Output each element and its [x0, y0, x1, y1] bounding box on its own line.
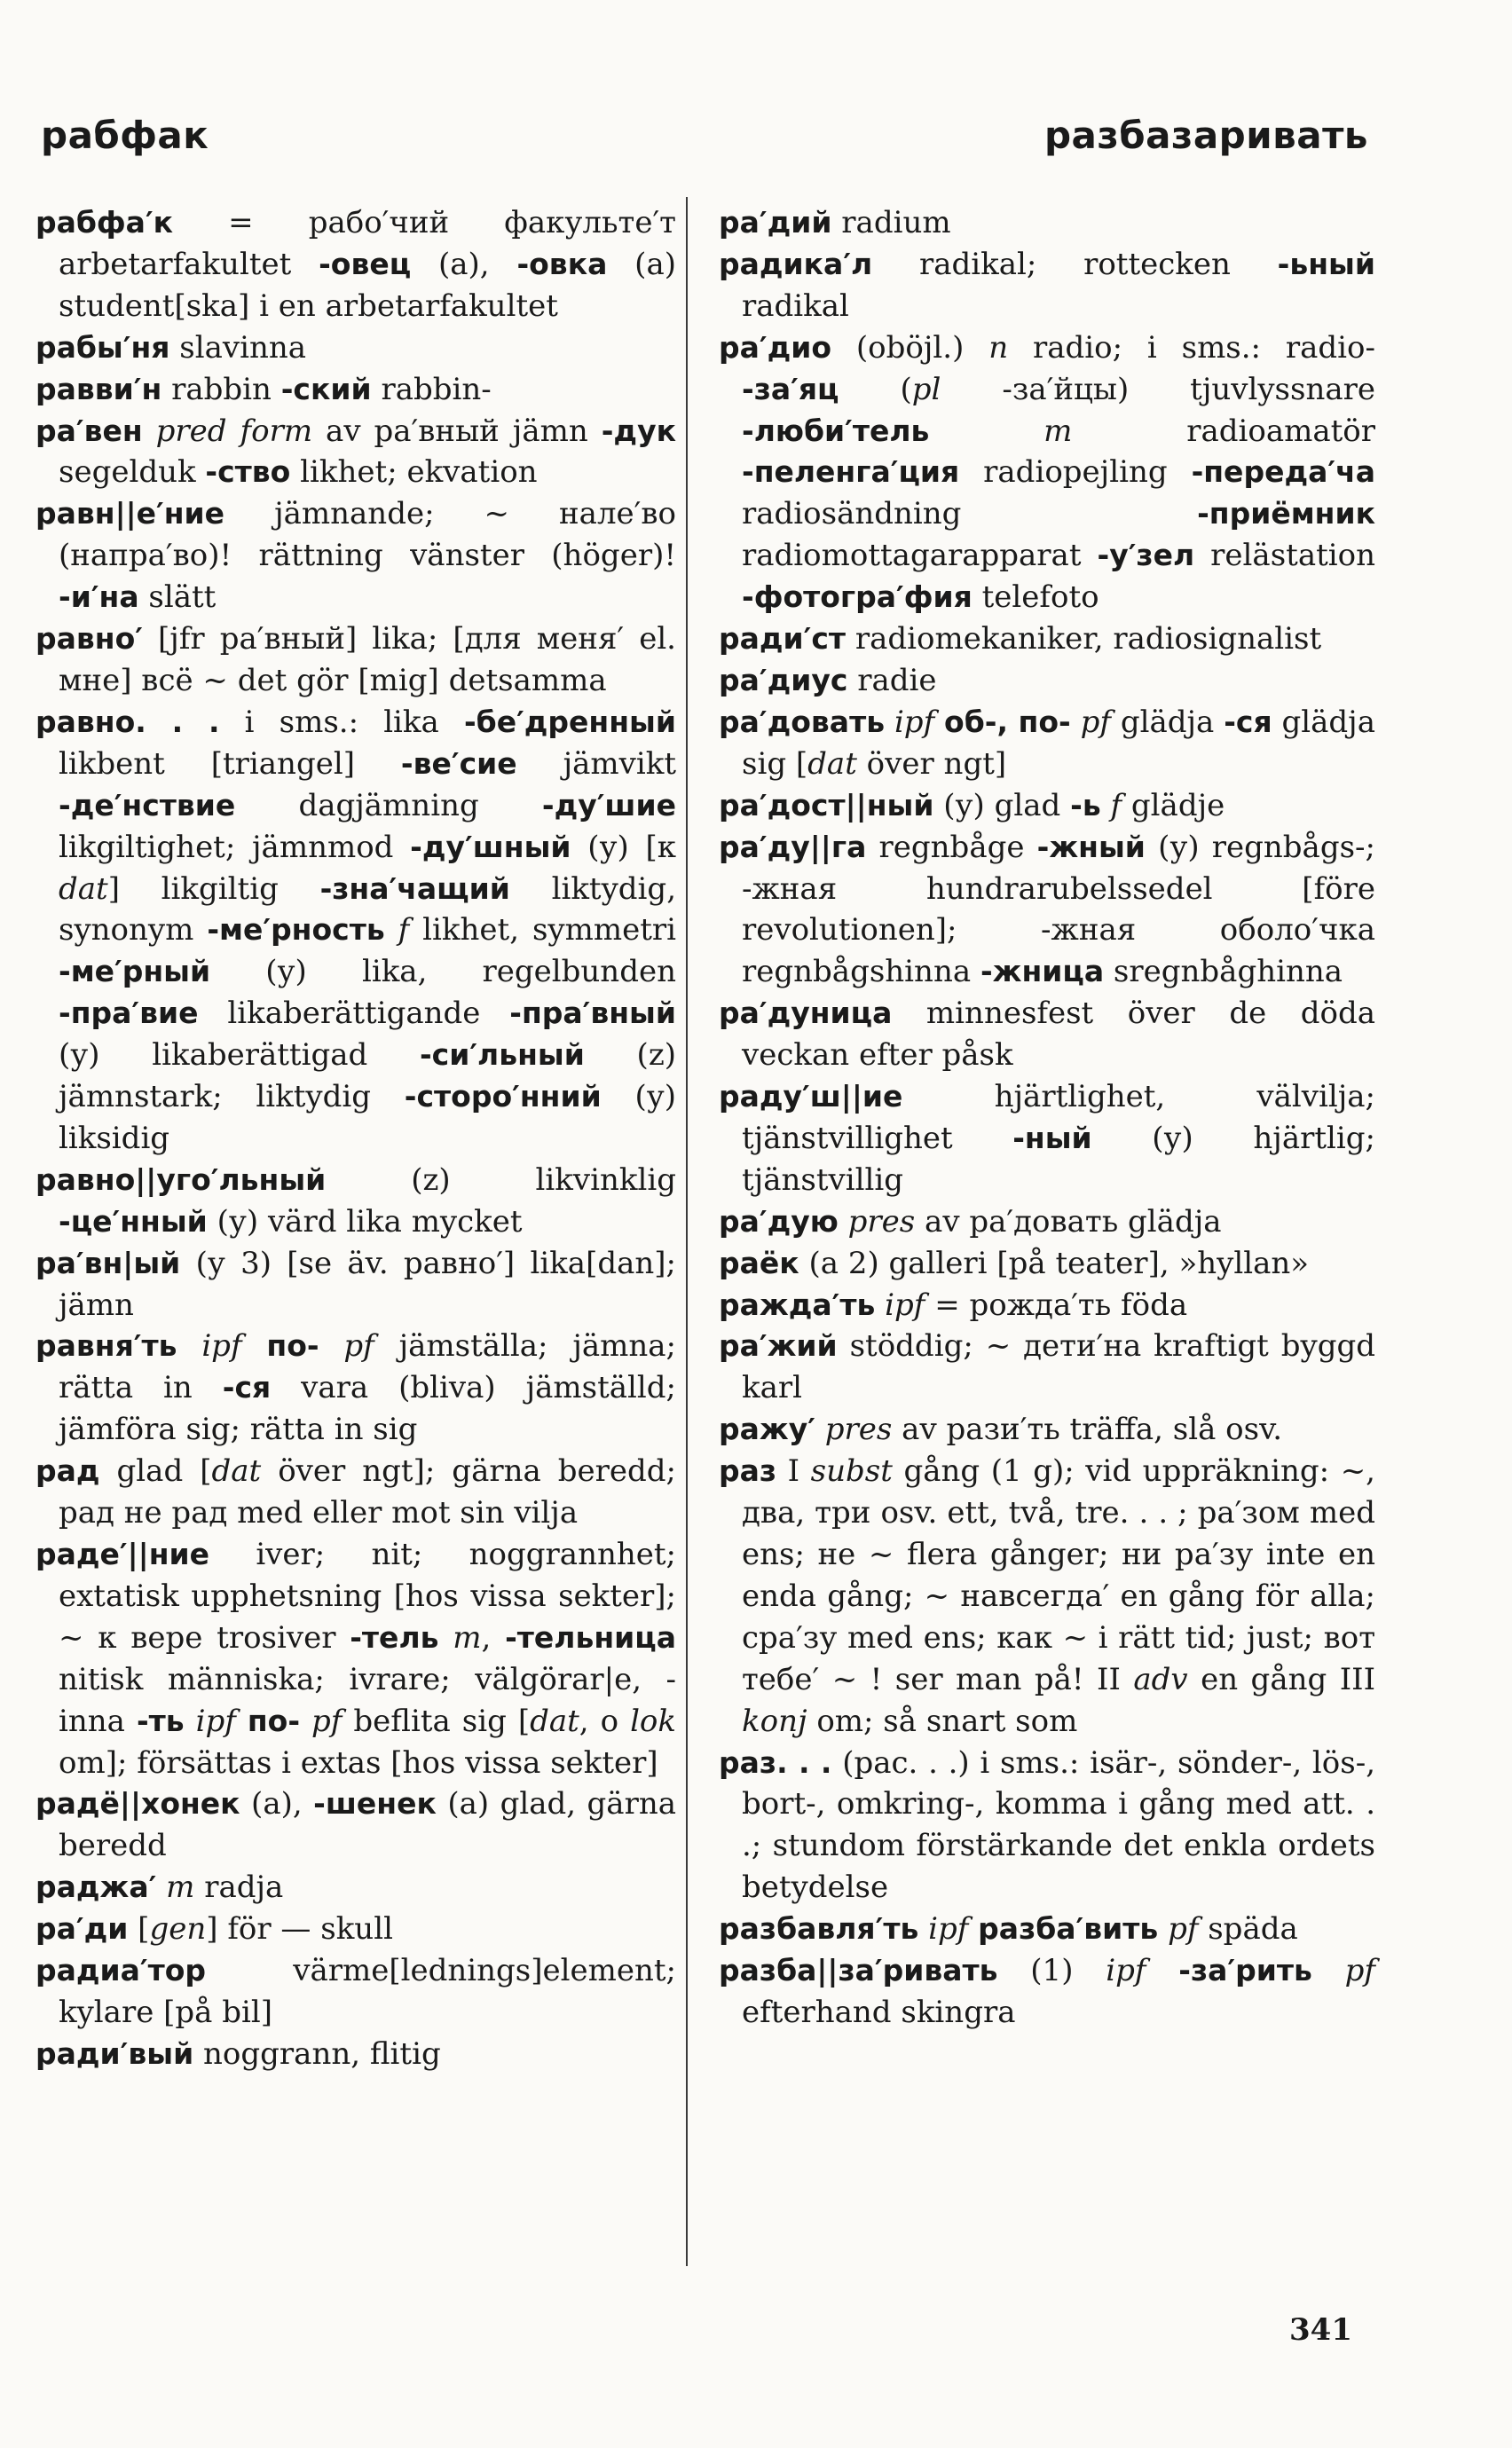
- entry-text: om; så snart som: [807, 1703, 1078, 1739]
- entry-text: [1101, 788, 1111, 823]
- entry-text: [934, 704, 944, 740]
- entry-headword: рабфа′к: [35, 205, 174, 240]
- entry-text: radja: [194, 1869, 284, 1906]
- dictionary-entry: [35, 202, 676, 327]
- entry-text: glädje: [1122, 787, 1225, 823]
- entry-grammar-label: dat: [211, 1453, 262, 1490]
- entry-grammar-label: ipf: [195, 1703, 236, 1739]
- entry-headword: ра′дий: [719, 205, 832, 240]
- entry-text: [885, 704, 894, 740]
- entry-grammar-label: pf: [343, 1328, 374, 1365]
- dictionary-entry: [35, 1867, 676, 1909]
- entry-text: radikal: [742, 287, 849, 324]
- entry-text: = рабо′чий факульте′т arbetarfakultet: [59, 205, 676, 282]
- entry-grammar-label: adv: [1133, 1661, 1188, 1697]
- entry-subword: -бе′дренный: [463, 704, 676, 739]
- dictionary-entry: [719, 702, 1375, 785]
- entry-text: (: [839, 371, 912, 407]
- entry-headword: ра′жий: [719, 1328, 838, 1364]
- dictionary-entry: [35, 1451, 676, 1534]
- entry-text: av рази′ть träffa, slå osv.: [892, 1412, 1283, 1448]
- entry-text: (z) jämnstark; liktydig: [59, 1037, 676, 1115]
- dictionary-entry: [719, 785, 1375, 827]
- entry-text: radio; i sms.: radio-: [1008, 329, 1375, 366]
- entry-grammar-label: pred form: [155, 413, 313, 449]
- entry-text: , о: [579, 1703, 631, 1739]
- dictionary-entry: [719, 1451, 1375, 1742]
- entry-text: (1): [997, 1953, 1106, 1989]
- entry-subword: -зна′чащий: [319, 870, 510, 906]
- entry-headword: равня′ть: [35, 1328, 177, 1364]
- entry-text: (рас. . .) i sms.: isär-, sönder-, lös-, bort-, omkring-, komma i gång med att. . .; stundom förstärkande det enkla ordets betydelse: [742, 1744, 1376, 1906]
- entry-text: [236, 1704, 248, 1739]
- entry-text: stöddig; ~ дети′на kraftigt byggd karl: [742, 1328, 1375, 1406]
- entry-headword: равн||е′ние: [35, 496, 225, 531]
- entry-text: en gång III: [1187, 1661, 1375, 1697]
- entry-grammar-label: ipf: [201, 1328, 242, 1365]
- entry-grammar-label: subst: [810, 1453, 893, 1490]
- entry-headword: разбавля′ть: [719, 1911, 919, 1947]
- dictionary-entry: [719, 993, 1375, 1076]
- entry-subword: -фотогра′фия: [742, 579, 973, 615]
- entry-text: (а),: [240, 1786, 314, 1822]
- entry-subword: -ство: [205, 454, 291, 490]
- entry-grammar-label: dat: [807, 745, 857, 782]
- entry-grammar-label: pf: [1080, 704, 1111, 740]
- dictionary-entry: [719, 1909, 1375, 1950]
- entry-headword: ра′дуница: [719, 996, 893, 1031]
- entry-text: rabbin: [161, 371, 281, 407]
- entry-text: ] för — skull: [206, 1911, 393, 1948]
- entry-headword: равно′: [35, 621, 143, 657]
- entry-text: radioamatör: [1072, 413, 1375, 449]
- entry-subword: -пра′вный: [509, 996, 676, 1031]
- entry-subword: -овец: [319, 246, 412, 281]
- entry-grammar-label: m: [1043, 413, 1073, 449]
- entry-subword: -у′зел: [1097, 538, 1195, 573]
- entry-text: över ngt]; gärna beredd; рад не рад med eller mot sin vilja: [59, 1453, 677, 1531]
- dictionary-entry: [719, 327, 1375, 618]
- entry-text: (у) glad: [933, 787, 1071, 823]
- entry-subword: -де′нствие: [59, 787, 236, 823]
- entry-grammar-label: ipf: [928, 1911, 969, 1948]
- entry-text: [242, 1328, 267, 1364]
- dictionary-entry: [719, 1326, 1375, 1409]
- entry-subword: -переда′ча: [1191, 454, 1375, 490]
- dictionary-entry: [35, 1783, 676, 1867]
- entry-text: gång (1 g); vid uppräkning: ~, два, три osv. ett, två, tre. . . ; ра′зом med ens; не ~ flera gånger; ни ра′зу inte en enda gång; ~ навсегда′ en gång för alla; сра′зу med ens; как ~ i rätt tid; just; вот тебе′ ~ ! ser man på! II: [742, 1453, 1375, 1697]
- dictionary-entry: [719, 244, 1375, 327]
- entry-subword: -ся: [1224, 704, 1272, 739]
- entry-grammar-label: pf: [1168, 1911, 1199, 1948]
- entry-grammar-label: m: [166, 1869, 195, 1906]
- dictionary-entry: [35, 327, 676, 369]
- dictionary-entry: [719, 202, 1375, 244]
- entry-text: jämställa; jämna; rätta in: [59, 1328, 677, 1406]
- entry-grammar-label: ipf: [894, 704, 935, 740]
- entry-headword: ра′ду||га: [719, 829, 867, 864]
- entry-text: glädja sig [: [742, 704, 1375, 782]
- entry-headword: радика′л: [719, 246, 873, 281]
- entry-subword: по-: [266, 1328, 319, 1364]
- entry-subword: -си′льный: [419, 1037, 585, 1073]
- entry-text: [918, 1911, 928, 1947]
- entry-headword: равно. . .: [35, 704, 220, 739]
- entry-grammar-label: dat: [530, 1703, 579, 1739]
- entry-text: noggrann, flitig: [193, 2035, 441, 2072]
- entry-text: radiomottagarapparat: [742, 538, 1098, 574]
- dictionary-entry: [719, 618, 1375, 660]
- entry-text: slätt: [138, 579, 217, 616]
- dictionary-entry: [35, 1243, 676, 1326]
- entry-text: [815, 1412, 825, 1447]
- dictionary-entry: [35, 2034, 676, 2075]
- page-number: 341: [1289, 2312, 1352, 2348]
- entry-text: (у) liksidig: [59, 1079, 676, 1156]
- entry-text: beflita sig [: [342, 1703, 531, 1739]
- entry-grammar-label: pres: [824, 1412, 893, 1448]
- entry-text: (а) student[ska] i en arbetarfakultet: [59, 246, 676, 324]
- entry-subword: -и′на: [59, 579, 139, 615]
- entry-text: [300, 1704, 311, 1739]
- dictionary-entry: [719, 1076, 1375, 1201]
- entry-headword: ра′довать: [719, 704, 886, 739]
- entry-subword: -ме′рность: [207, 912, 385, 948]
- entry-grammar-label: pres: [847, 1203, 916, 1240]
- dictionary-entry: [35, 702, 676, 1160]
- entry-subword: по-: [247, 1703, 301, 1738]
- entry-subword: -приёмник: [1197, 496, 1375, 531]
- entry-text: [156, 1869, 166, 1905]
- entry-subword: -ный: [1012, 1120, 1092, 1155]
- entry-headword: радиа′тор: [35, 1953, 207, 1988]
- entry-text: glädja: [1110, 704, 1225, 740]
- entry-headword: ра′дио: [719, 329, 832, 365]
- dictionary-entry: [719, 1409, 1375, 1451]
- entry-headword: равви′н: [35, 371, 162, 406]
- entry-subword: -дук: [601, 413, 676, 448]
- dictionary-entry: [719, 1950, 1375, 2034]
- entry-subword: -пеленга′ция: [742, 454, 960, 490]
- entry-headword: раде′||ние: [35, 1537, 210, 1571]
- entry-headword: ра′дост||ный: [719, 787, 934, 823]
- entry-text: [1146, 1953, 1178, 1988]
- entry-grammar-label: konj: [742, 1703, 807, 1739]
- entry-headword: ра′ди: [35, 1911, 129, 1947]
- left-column: [35, 202, 676, 2075]
- entry-subword: об-, по-: [944, 704, 1071, 739]
- entry-subword: -ду′шный: [410, 829, 571, 864]
- entry-text: radiopejling: [959, 454, 1192, 491]
- entry-headword: ра′дую: [719, 1203, 839, 1239]
- dictionary-entry: [719, 827, 1375, 994]
- entry-text: likgiltighet; jämnmod: [59, 829, 411, 865]
- entry-text: radiomekaniker, radiosignalist: [846, 621, 1322, 657]
- entry-text: iver; nit; noggrannhet; extatisk upphetsning [hos vissa sekter]; ~ к вере trosiver: [59, 1537, 676, 1656]
- entry-subword: -жница: [980, 954, 1105, 989]
- entry-subword: -ь: [1070, 787, 1101, 823]
- right-column: [719, 202, 1375, 2034]
- entry-text: liktydig, synonym: [59, 870, 677, 949]
- entry-text: av ра′довать glädja: [915, 1203, 1222, 1240]
- entry-headword: рабы′ня: [35, 329, 170, 365]
- entry-text: radiosändning: [742, 496, 1198, 532]
- entry-subword: -тель: [350, 1619, 439, 1655]
- entry-text: [929, 413, 1043, 449]
- entry-headword: ра′вн|ый: [35, 1245, 181, 1280]
- dictionary-entry: [35, 1950, 676, 2034]
- entry-headword: разба||за′ривать: [719, 1953, 998, 1988]
- entry-grammar-label: gen: [149, 1911, 207, 1948]
- entry-text: segelduk: [59, 454, 206, 491]
- entry-text: rabbin-: [371, 371, 492, 407]
- dictionary-entry: [719, 1243, 1375, 1285]
- dictionary-entry: [35, 493, 676, 618]
- entry-grammar-label: n: [988, 329, 1009, 366]
- dictionary-entry: [719, 1285, 1375, 1326]
- entry-text: jämnande; ~ нале′во (напра′во)! rättning vänster (höger)!: [59, 496, 676, 574]
- dictionary-entry: [35, 1160, 676, 1243]
- entry-text: [1158, 1911, 1168, 1947]
- entry-text: slavinna: [169, 329, 307, 366]
- entry-text: (у) likaberättigad: [59, 1037, 420, 1074]
- entry-headword: ради′вый: [35, 2035, 194, 2071]
- entry-subword: -ду′шие: [541, 787, 676, 823]
- entry-text: dagjämning: [235, 787, 542, 823]
- entry-text: relästation: [1194, 538, 1375, 574]
- dictionary-entry: [35, 618, 676, 702]
- entry-text: [968, 1911, 978, 1947]
- dictionary-entry: [35, 1909, 676, 1950]
- entry-headword: равно||уго′льный: [35, 1161, 327, 1197]
- entry-text: glad [: [99, 1453, 212, 1490]
- right-running-headword: разбазаривать: [1043, 114, 1368, 157]
- entry-text: [385, 912, 398, 948]
- entry-text: [839, 1204, 848, 1240]
- entry-grammar-label: ipf: [1106, 1953, 1146, 1989]
- entry-grammar-label: pl: [911, 371, 941, 407]
- entry-headword: ражда′ть: [719, 1287, 876, 1322]
- entry-text: (z) likvinklig: [326, 1161, 676, 1198]
- entry-text: [: [128, 1911, 150, 1948]
- entry-headword: рад: [35, 1453, 100, 1489]
- entry-text: [1312, 1953, 1345, 1988]
- entry-text: (у) [к: [571, 829, 676, 865]
- entry-subword: -ть: [136, 1703, 185, 1738]
- entry-text: (у) regnbågs-; -жная hundrarubelssedel [före revolutionen]; -жная оболо′чка regnbågshinna: [742, 829, 1375, 990]
- entry-text: radium: [831, 205, 951, 240]
- entry-text: ] likgiltig: [107, 870, 320, 907]
- entry-headword: ради′ст: [719, 621, 847, 657]
- entry-text: av ра′вный jämn: [312, 413, 602, 449]
- entry-text: telefoto: [972, 579, 1099, 616]
- entry-text: (а) glad, gärna beredd: [59, 1786, 676, 1864]
- column-divider: [686, 197, 688, 2266]
- entry-text: [185, 1704, 196, 1739]
- entry-text: [1071, 704, 1081, 740]
- entry-subword: -пра′вие: [59, 996, 199, 1031]
- entry-text: vara (bliva) jämställd; jämföra sig; rätta in sig: [59, 1370, 676, 1448]
- entry-subword: -жный: [1036, 829, 1146, 864]
- entry-grammar-label: pf: [1344, 1953, 1375, 1989]
- entry-subword: -шенек: [313, 1786, 437, 1822]
- entry-text: (у) hjärtlig; tjänstvillig: [742, 1120, 1375, 1198]
- entry-grammar-label: f: [1110, 787, 1122, 823]
- entry-subword: -ьный: [1277, 246, 1375, 281]
- entry-text: ,: [481, 1619, 506, 1656]
- entry-headword: ражу′: [719, 1412, 815, 1447]
- entry-subword: -овка: [516, 246, 608, 281]
- entry-text: efterhand skingra: [742, 1994, 1016, 2030]
- entry-headword: раду′ш||ие: [719, 1079, 903, 1114]
- entry-grammar-label: ipf: [885, 1287, 925, 1323]
- entry-text: i sms.: lika: [219, 704, 464, 740]
- entry-text: (а),: [411, 246, 517, 282]
- entry-text: över ngt]: [856, 745, 1007, 782]
- entry-text: = рожда′ть föda: [925, 1287, 1188, 1323]
- entry-headword: ра′вен: [35, 413, 143, 448]
- entry-subword: -ся: [222, 1370, 272, 1405]
- entry-subword: -сторо′нний: [404, 1079, 602, 1114]
- entry-subword: -за′рить: [1178, 1953, 1312, 1988]
- entry-subword: -за′яц: [742, 371, 839, 406]
- entry-text: sregnbåghinna: [1104, 954, 1343, 990]
- entry-text: likhet; ekvation: [290, 454, 538, 491]
- entry-text: värme[lednings]element; kylare [på bil]: [59, 1953, 676, 2030]
- entry-text: -за′йцы) tjuvlyssnare: [941, 371, 1375, 407]
- entry-text: (oböjl.): [831, 329, 989, 366]
- entry-headword: ра′диус: [719, 662, 848, 697]
- entry-subword: -це′нный: [59, 1203, 208, 1239]
- entry-headword: радё||хонек: [35, 1786, 240, 1822]
- entry-text: jämvikt: [516, 745, 676, 782]
- entry-headword: раз. . .: [719, 1744, 832, 1780]
- entry-subword: -тельница: [505, 1619, 676, 1655]
- entry-text: om]; försättas i extas [hos vissa sekter]: [59, 1744, 658, 1781]
- dictionary-entry: [719, 1201, 1375, 1243]
- entry-text: nitisk människa; ivrare; välgörar|e, -inna: [59, 1661, 676, 1739]
- entry-subword: -люби′тель: [742, 413, 930, 448]
- entry-headword: раёк: [719, 1245, 799, 1280]
- entry-grammar-label: pf: [311, 1703, 343, 1739]
- dictionary-entry: [35, 1534, 676, 1783]
- entry-text: [143, 413, 156, 449]
- entry-grammar-label: f: [398, 912, 410, 949]
- entry-text: radie: [847, 662, 937, 698]
- entry-text: hjärtlighet, välvilja; tjänstvillighet: [742, 1079, 1375, 1156]
- entry-text: likhet, symmetri: [409, 912, 676, 949]
- entry-text: I: [776, 1453, 811, 1490]
- entry-text: [jfr ра′вный] lika; [для меня′ el. мне] всё ~ det gör [mig] detsamma: [59, 621, 676, 698]
- dictionary-entry: [719, 660, 1375, 702]
- entry-text: (у) värd lika mycket: [207, 1203, 523, 1240]
- entry-subword: разба′вить: [978, 1911, 1159, 1947]
- entry-text: [319, 1328, 344, 1364]
- entry-grammar-label: dat: [59, 870, 108, 907]
- entry-text: likbent [triangel]: [59, 745, 401, 782]
- entry-text: (а 2) galleri [på teater], »hyllan»: [799, 1245, 1310, 1281]
- dictionary-entry: [719, 1743, 1375, 1909]
- entry-text: [875, 1287, 885, 1323]
- left-running-headword: рабфак: [41, 114, 209, 157]
- entry-subword: -ве′сие: [400, 745, 517, 781]
- entry-text: [438, 1620, 453, 1656]
- entry-headword: раджа′: [35, 1869, 157, 1905]
- dictionary-entry: [35, 1326, 676, 1451]
- dictionary-entry: [35, 369, 676, 411]
- entry-grammar-label: m: [453, 1619, 482, 1656]
- entry-text: [177, 1328, 201, 1364]
- entry-subword: -ский: [280, 371, 372, 406]
- entry-grammar-label: lok: [630, 1703, 677, 1739]
- entry-headword: раз: [719, 1453, 777, 1489]
- dictionary-entry: [35, 411, 676, 494]
- entry-subword: -ме′рный: [59, 954, 211, 989]
- entry-text: regnbåge: [866, 829, 1037, 865]
- entry-text: minnesfest över de döda veckan efter påsk: [742, 996, 1375, 1074]
- entry-text: späda: [1198, 1911, 1298, 1948]
- entry-text: likaberättigande: [198, 996, 510, 1032]
- entry-text: radikal; rottecken: [872, 246, 1278, 282]
- entry-text: (у) lika, regelbunden: [210, 954, 676, 990]
- entry-text: (у 3) [se äv. равно′] lika[dan]; jämn: [59, 1245, 676, 1323]
